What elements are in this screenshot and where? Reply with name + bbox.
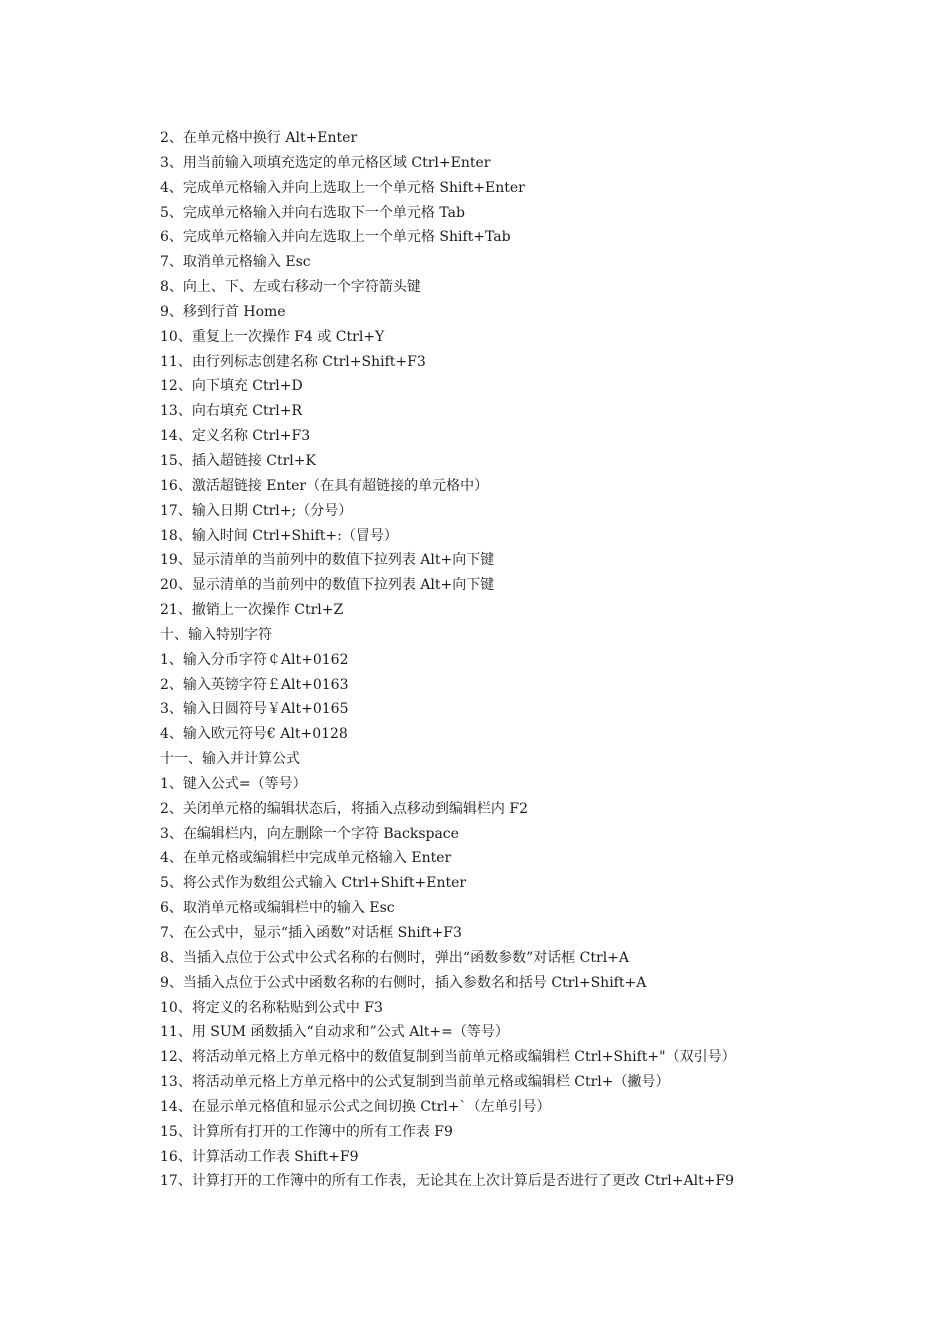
text-line: 11、由行列标志创建名称 Ctrl+Shift+F3: [160, 353, 426, 370]
text-line: 3、用当前输入项填充选定的单元格区域 Ctrl+Enter: [160, 154, 491, 171]
text-line: 6、取消单元格或编辑栏中的输入 Esc: [160, 900, 395, 917]
text-line: 10、重复上一次操作 F4 或 Ctrl+Y: [160, 328, 385, 345]
text-line: 17、计算打开的工作簿中的所有工作表，无论其在上次计算后是否进行了更改 Ctrl+Alt+F9: [160, 1173, 735, 1190]
text-line: 13、向右填充 Ctrl+R: [160, 403, 303, 420]
text-line: 16、激活超链接 Enter（在具有超链接的单元格中）: [160, 477, 489, 494]
text-line: 5、将公式作为数组公式输入 Ctrl+Shift+Enter: [160, 875, 467, 892]
text-line: 16、计算活动工作表 Shift+F9: [160, 1148, 359, 1165]
text-line: 14、定义名称 Ctrl+F3: [160, 428, 311, 445]
text-line: 4、输入欧元符号€ Alt+0128: [160, 726, 348, 743]
text-line: 7、取消单元格输入 Esc: [160, 254, 311, 271]
text-line: 2、输入英镑字符￡Alt+0163: [160, 676, 349, 693]
text-line: 8、向上、下、左或右移动一个字符箭头键: [160, 279, 421, 296]
text-line: 14、在显示单元格值和显示公式之间切换 Ctrl+`（左单引号）: [160, 1098, 551, 1115]
text-line: 15、计算所有打开的工作簿中的所有工作表 F9: [160, 1123, 453, 1140]
document-body: [160, 126, 920, 1194]
text-line: 15、插入超链接 Ctrl+K: [160, 452, 316, 469]
text-line: 十一、输入并计算公式: [160, 751, 300, 768]
text-line: 2、在单元格中换行 Alt+Enter: [160, 130, 358, 146]
text-line: 4、完成单元格输入并向上选取上一个单元格 Shift+Enter: [160, 179, 525, 196]
text-line: 18、输入时间 Ctrl+Shift+:（冒号）: [160, 527, 398, 544]
text-line: 13、将活动单元格上方单元格中的公式复制到当前单元格或编辑栏 Ctrl+（撇号）: [160, 1074, 670, 1091]
text-line: 3、输入日圆符号￥Alt+0165: [160, 701, 349, 718]
text-line: 1、输入分币字符￠Alt+0162: [160, 651, 349, 668]
text-line: 2、关闭单元格的编辑状态后，将插入点移动到编辑栏内 F2: [160, 800, 528, 817]
text-line: 12、向下填充 Ctrl+D: [160, 378, 303, 395]
text-line: 9、移到行首 Home: [160, 303, 286, 320]
text-line: 11、用 SUM 函数插入“自动求和”公式 Alt+=（等号）: [160, 1024, 509, 1041]
text-line: 19、显示清单的当前列中的数值下拉列表 Alt+向下键: [160, 552, 495, 569]
text-line: 12、将活动单元格上方单元格中的数值复制到当前单元格或编辑栏 Ctrl+Shift+"（双引号）: [160, 1049, 736, 1066]
text-line: 10、将定义的名称粘贴到公式中 F3: [160, 999, 383, 1016]
text-line: 9、当插入点位于公式中函数名称的右侧时，插入参数名和括号 Ctrl+Shift+A: [160, 974, 647, 991]
text-line: 8、当插入点位于公式中公式名称的右侧时，弹出“函数参数”对话框 Ctrl+A: [160, 949, 630, 966]
text-line: 十、输入特别字符: [160, 626, 272, 643]
text-line: 1、键入公式=（等号）: [160, 775, 307, 792]
text-line: 4、在单元格或编辑栏中完成单元格输入 Enter: [160, 850, 452, 867]
text-line: 6、完成单元格输入并向左选取上一个单元格 Shift+Tab: [160, 229, 511, 246]
text-line: 5、完成单元格输入并向右选取下一个单元格 Tab: [160, 204, 465, 221]
text-line: 3、在编辑栏内，向左删除一个字符 Backspace: [160, 825, 459, 842]
text-line: 20、显示清单的当前列中的数值下拉列表 Alt+向下键: [160, 577, 495, 594]
text-line: 17、输入日期 Ctrl+;（分号）: [160, 502, 353, 519]
text-line: 21、撤销上一次操作 Ctrl+Z: [160, 602, 344, 619]
text-line: 7、在公式中，显示“插入函数”对话框 Shift+F3: [160, 925, 462, 941]
